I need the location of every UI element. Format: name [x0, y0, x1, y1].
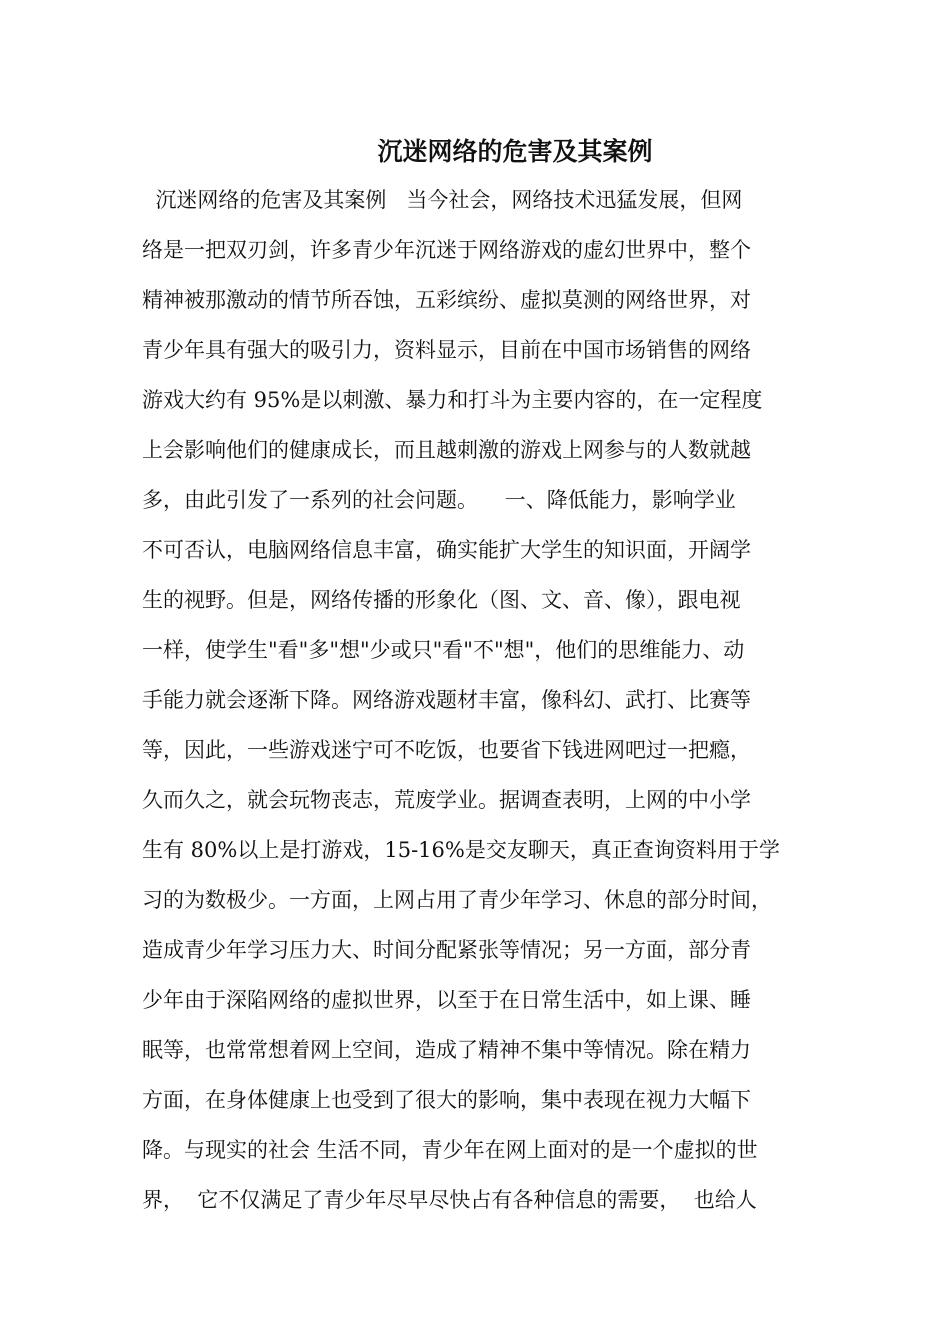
body-line: 方面，在身体健康上也受到了很大的影响，集中表现在视力大幅下: [142, 1088, 751, 1112]
body-line: 不可否认，电脑网络信息丰富，确实能扩大学生的知识面，开阔学: [142, 538, 751, 562]
body-line: 多，由此引发了一系列的社会问题。 一、降低能力，影响学业: [142, 488, 736, 512]
body-line: 沉迷网络的危害及其案例 当今社会，网络技术迅猛发展，但网: [142, 188, 743, 212]
body-line: 眠等，也常常想着网上空间，造成了精神不集中等情况。除在精力: [142, 1038, 751, 1062]
body-line: 一样，使学生"看"多"想"少或只"看"不"想"，他们的思维能力、动: [142, 638, 745, 662]
body-line: 造成青少年学习压力大、时间分配紧张等情况；另一方面，部分青: [142, 938, 751, 962]
body-line: 游戏大约有 95%是以刺激、暴力和打斗为主要内容的，在一定程度: [142, 388, 763, 412]
body-line: 习的为数极少。一方面，上网占用了青少年学习、休息的部分时间，: [142, 888, 772, 912]
body-line: 界， 它不仅满足了青少年尽早尽快占有各种信息的需要， 也给人: [142, 1188, 757, 1212]
body-line: 生有 80%以上是打游戏，15-16%是交友聊天，真正查询资料用于学: [142, 838, 780, 862]
body-line: 青少年具有强大的吸引力，资料显示，目前在中国市场销售的网络: [142, 338, 751, 362]
body-line: 手能力就会逐渐下降。网络游戏题材丰富，像科幻、武打、比赛等: [142, 688, 751, 712]
body-line: 降。与现实的社会 生活不同，青少年在网上面对的是一个虚拟的世: [142, 1138, 758, 1162]
body-line: 络是一把双刃剑，许多青少年沉迷于网络游戏的虚幻世界中，整个: [142, 238, 751, 262]
document-title: 沉迷网络的危害及其案例: [377, 137, 653, 166]
body-line: 少年由于深陷网络的虚拟世界，以至于在日常生活中，如上课、睡: [142, 988, 751, 1012]
body-line: 久而久之，就会玩物丧志，荒废学业。据调查表明，上网的中小学: [142, 788, 751, 812]
body-line: 等，因此，一些游戏迷宁可不吃饭，也要省下钱进网吧过一把瘾，: [142, 738, 751, 762]
body-line: 生的视野。但是，网络传播的形象化（图、文、音、像），跟电视: [142, 588, 741, 612]
body-line: 精神被那激动的情节所吞蚀，五彩缤纷、虚拟莫测的网络世界，对: [142, 288, 751, 312]
body-line: 上会影响他们的健康成长，而且越刺激的游戏上网参与的人数就越: [142, 438, 751, 462]
document-body: [142, 180, 832, 1230]
